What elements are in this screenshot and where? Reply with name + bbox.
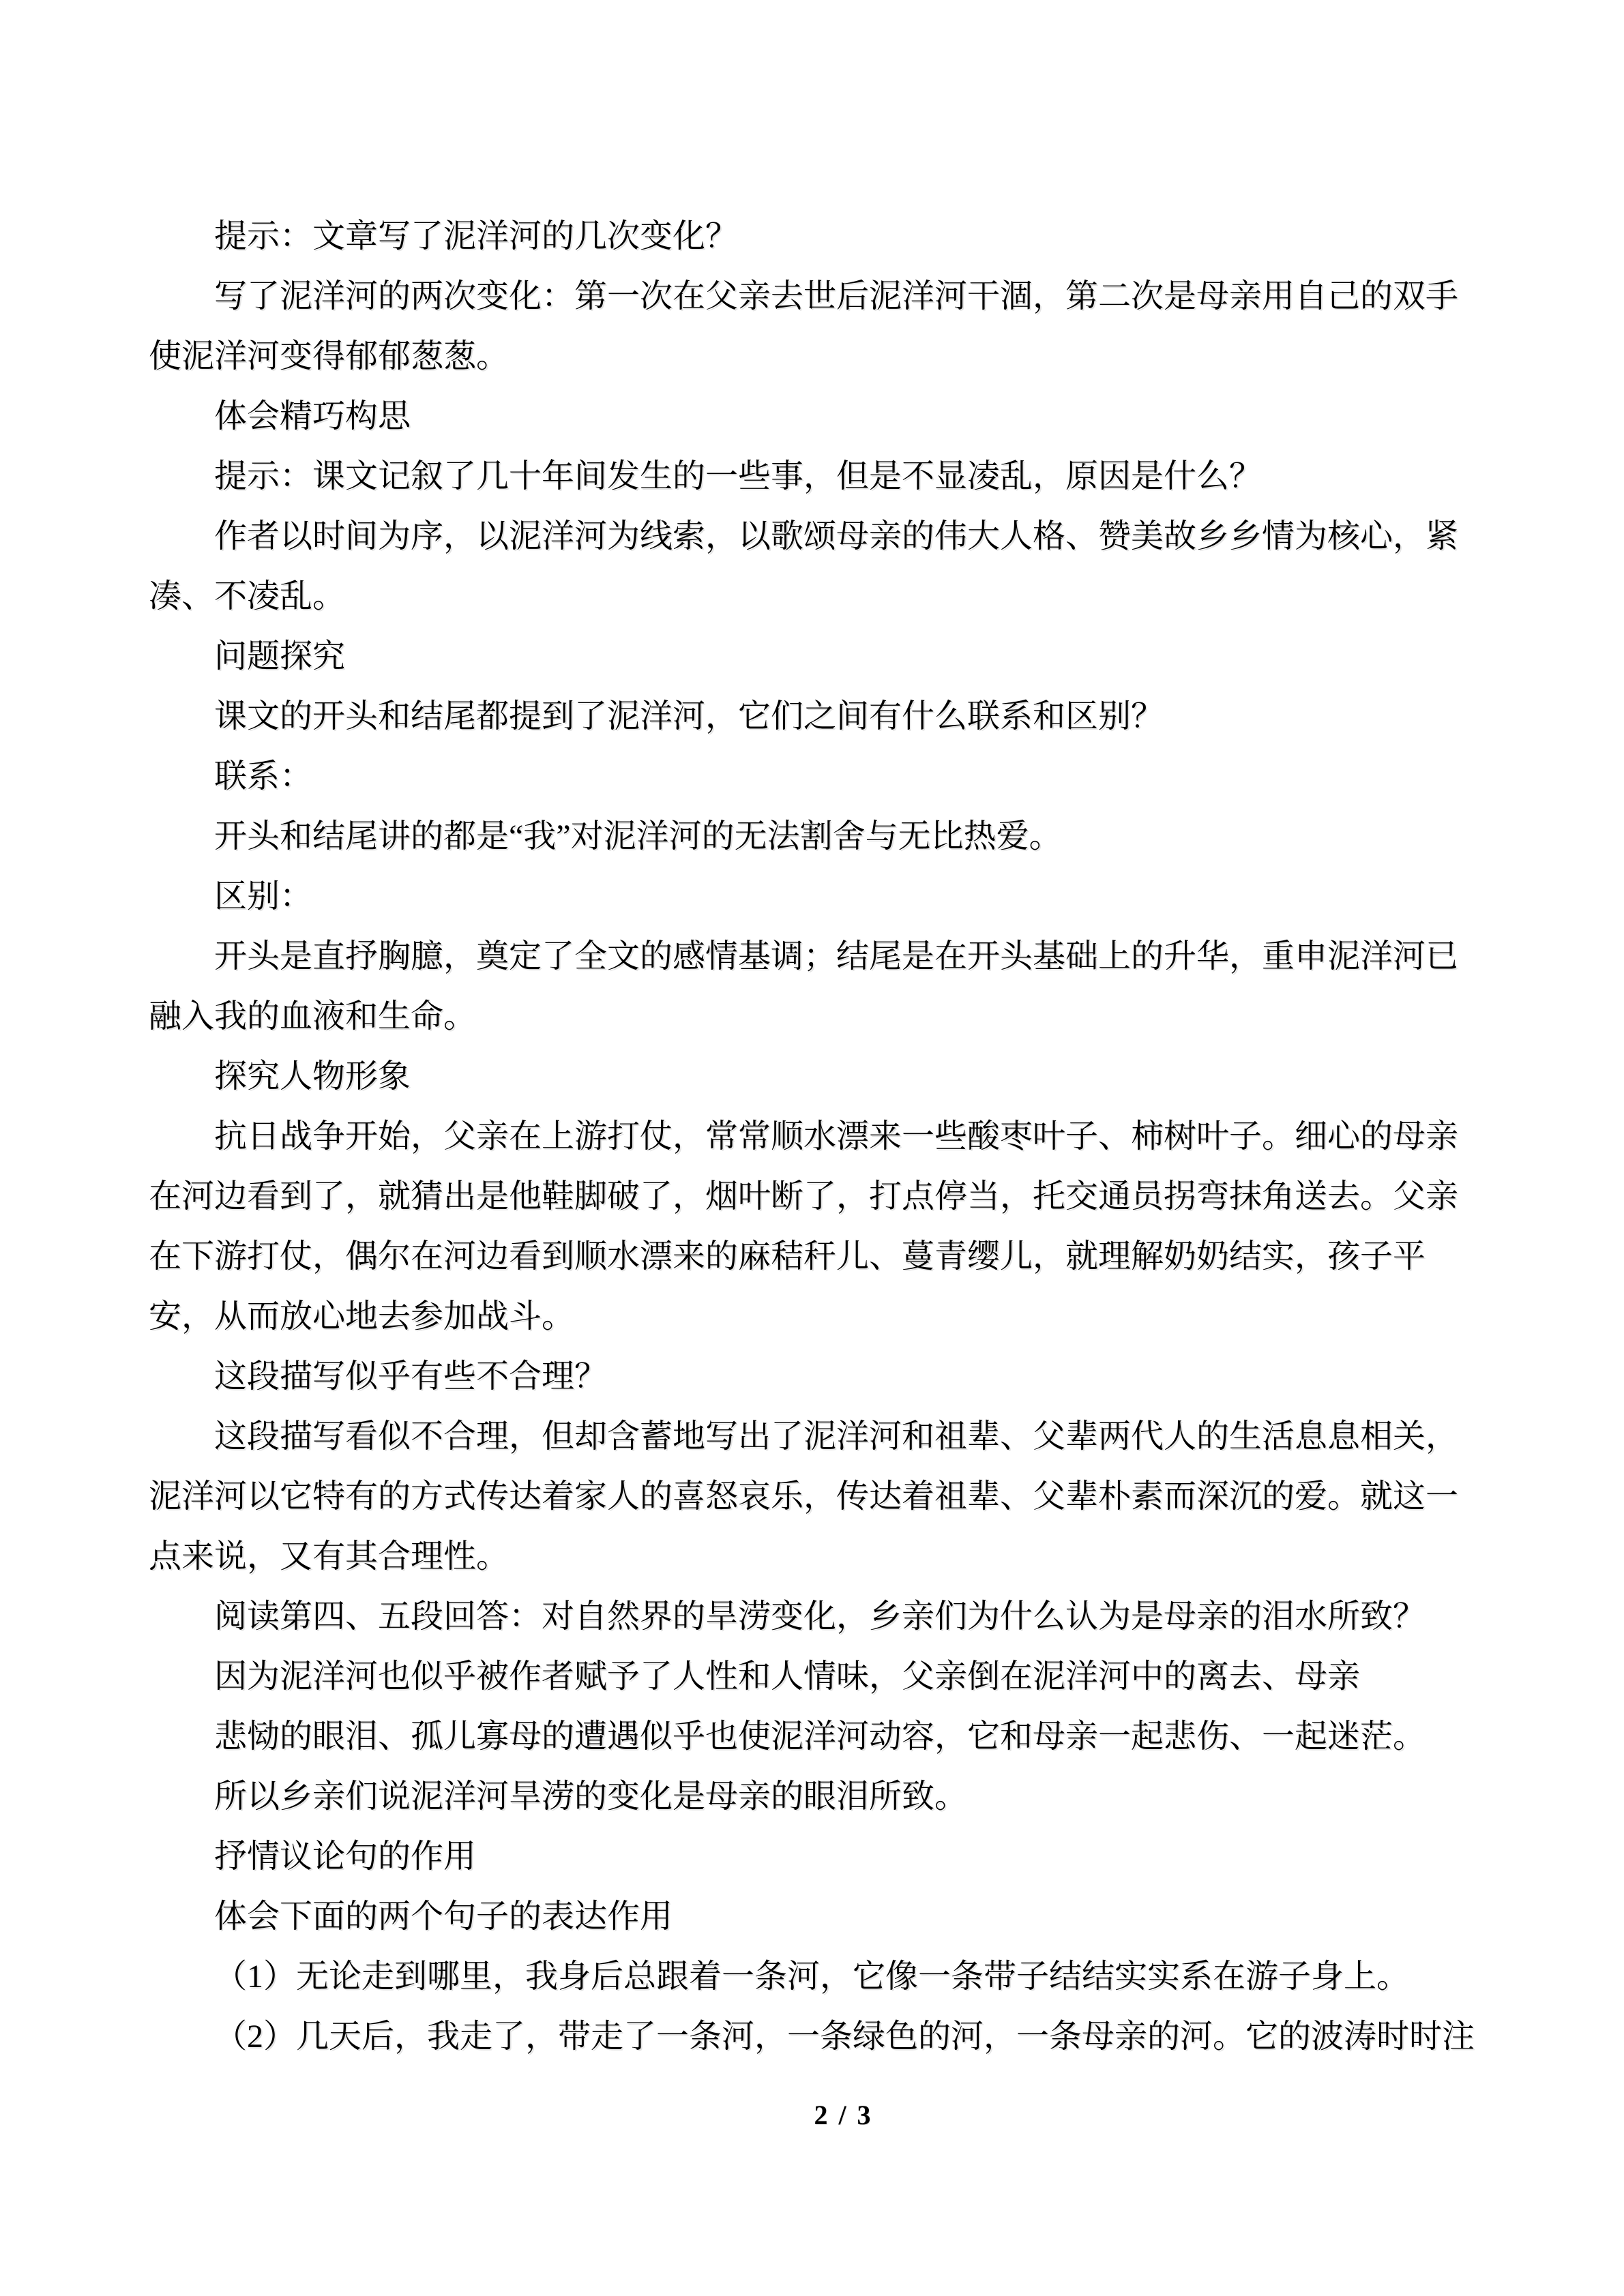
text-line: 融入我的血液和生命。 (149, 998, 477, 1034)
text-line: 探究人物形象 (214, 1058, 411, 1094)
text-line: 悲恸的眼泪、孤儿寡母的遭遇似乎也使泥洋河动容，它和母亲一起悲伤、一起迷茫。 (214, 1718, 1426, 1755)
text-line: 课文的开头和结尾都提到了泥洋河，它们之间有什么联系和区别？ (214, 698, 1164, 734)
text-line: 体会精巧构思 (214, 398, 411, 434)
text-line: 问题探究 (214, 638, 346, 674)
text-line: 抗日战争开始，父亲在上游打仗，常常顺水漂来一些酸枣叶子、柿树叶子。细心的母亲 (214, 1118, 1459, 1154)
text-line: 联系： (214, 758, 313, 794)
text-line: 凑、不凌乱。 (149, 578, 346, 614)
text-line: （2）几天后，我走了，带走了一条河，一条绿色的河，一条母亲的河。它的波涛时时注 (214, 2018, 1475, 2055)
page-number: 2 / 3 (814, 2100, 873, 2130)
text-line: 泥洋河以它特有的方式传达着家人的喜怒哀乐，传达着祖辈、父辈朴素而深沉的爱。就这一 (149, 1478, 1459, 1515)
text-line: 体会下面的两个句子的表达作用 (214, 1898, 673, 1935)
text-line: 开头和结尾讲的都是“我”对泥洋河的无法割舍与无比热爱。 (214, 818, 1062, 854)
text-line: 这段描写似乎有些不合理？ (214, 1358, 608, 1395)
text-line: （1）无论走到哪里，我身后总跟着一条河，它像一条带子结结实实系在游子身上。 (214, 1958, 1410, 1995)
text-line: 安，从而放心地去参加战斗。 (149, 1298, 575, 1335)
text-line: 在河边看到了，就猜出是他鞋脚破了，烟叶断了，打点停当，托交通员拐弯抹角送去。父亲 (149, 1178, 1459, 1214)
text-line: 所以乡亲们说泥洋河旱涝的变化是母亲的眼泪所致。 (214, 1778, 968, 1815)
text-line: 开头是直抒胸臆，奠定了全文的感情基调；结尾是在开头基础上的升华，重申泥洋河已 (214, 938, 1459, 974)
text-line: 区别： (214, 878, 313, 914)
text-line: 这段描写看似不合理，但却含蓄地写出了泥洋河和祖辈、父辈两代人的生活息息相关， (214, 1418, 1459, 1455)
document-body (149, 207, 1479, 2067)
text-line: 提示：文章写了泥洋河的几次变化？ (214, 218, 739, 254)
text-line: 作者以时间为序，以泥洋河为线索，以歌颂母亲的伟大人格、赞美故乡乡情为核心，紧 (214, 518, 1459, 554)
text-line: 在下游打仗，偶尔在河边看到顺水漂来的麻秸秆儿、蔓青缨儿，就理解奶奶结实，孩子平 (149, 1238, 1426, 1274)
text-line: 点来说，又有其合理性。 (149, 1538, 510, 1575)
text-line: 提示：课文记叙了几十年间发生的一些事，但是不显凌乱，原因是什么？ (214, 458, 1263, 494)
text-line: 使泥洋河变得郁郁葱葱。 (149, 338, 510, 374)
text-line: 写了泥洋河的两次变化：第一次在父亲去世后泥洋河干涸，第二次是母亲用自己的双手 (214, 278, 1459, 314)
text-line: 因为泥洋河也似乎被作者赋予了人性和人情味，父亲倒在泥洋河中的离去、母亲 (214, 1658, 1361, 1695)
text-line: 阅读第四、五段回答：对自然界的旱涝变化，乡亲们为什么认为是母亲的泪水所致？ (214, 1598, 1426, 1635)
text-line: 抒情议论句的作用 (214, 1838, 477, 1875)
